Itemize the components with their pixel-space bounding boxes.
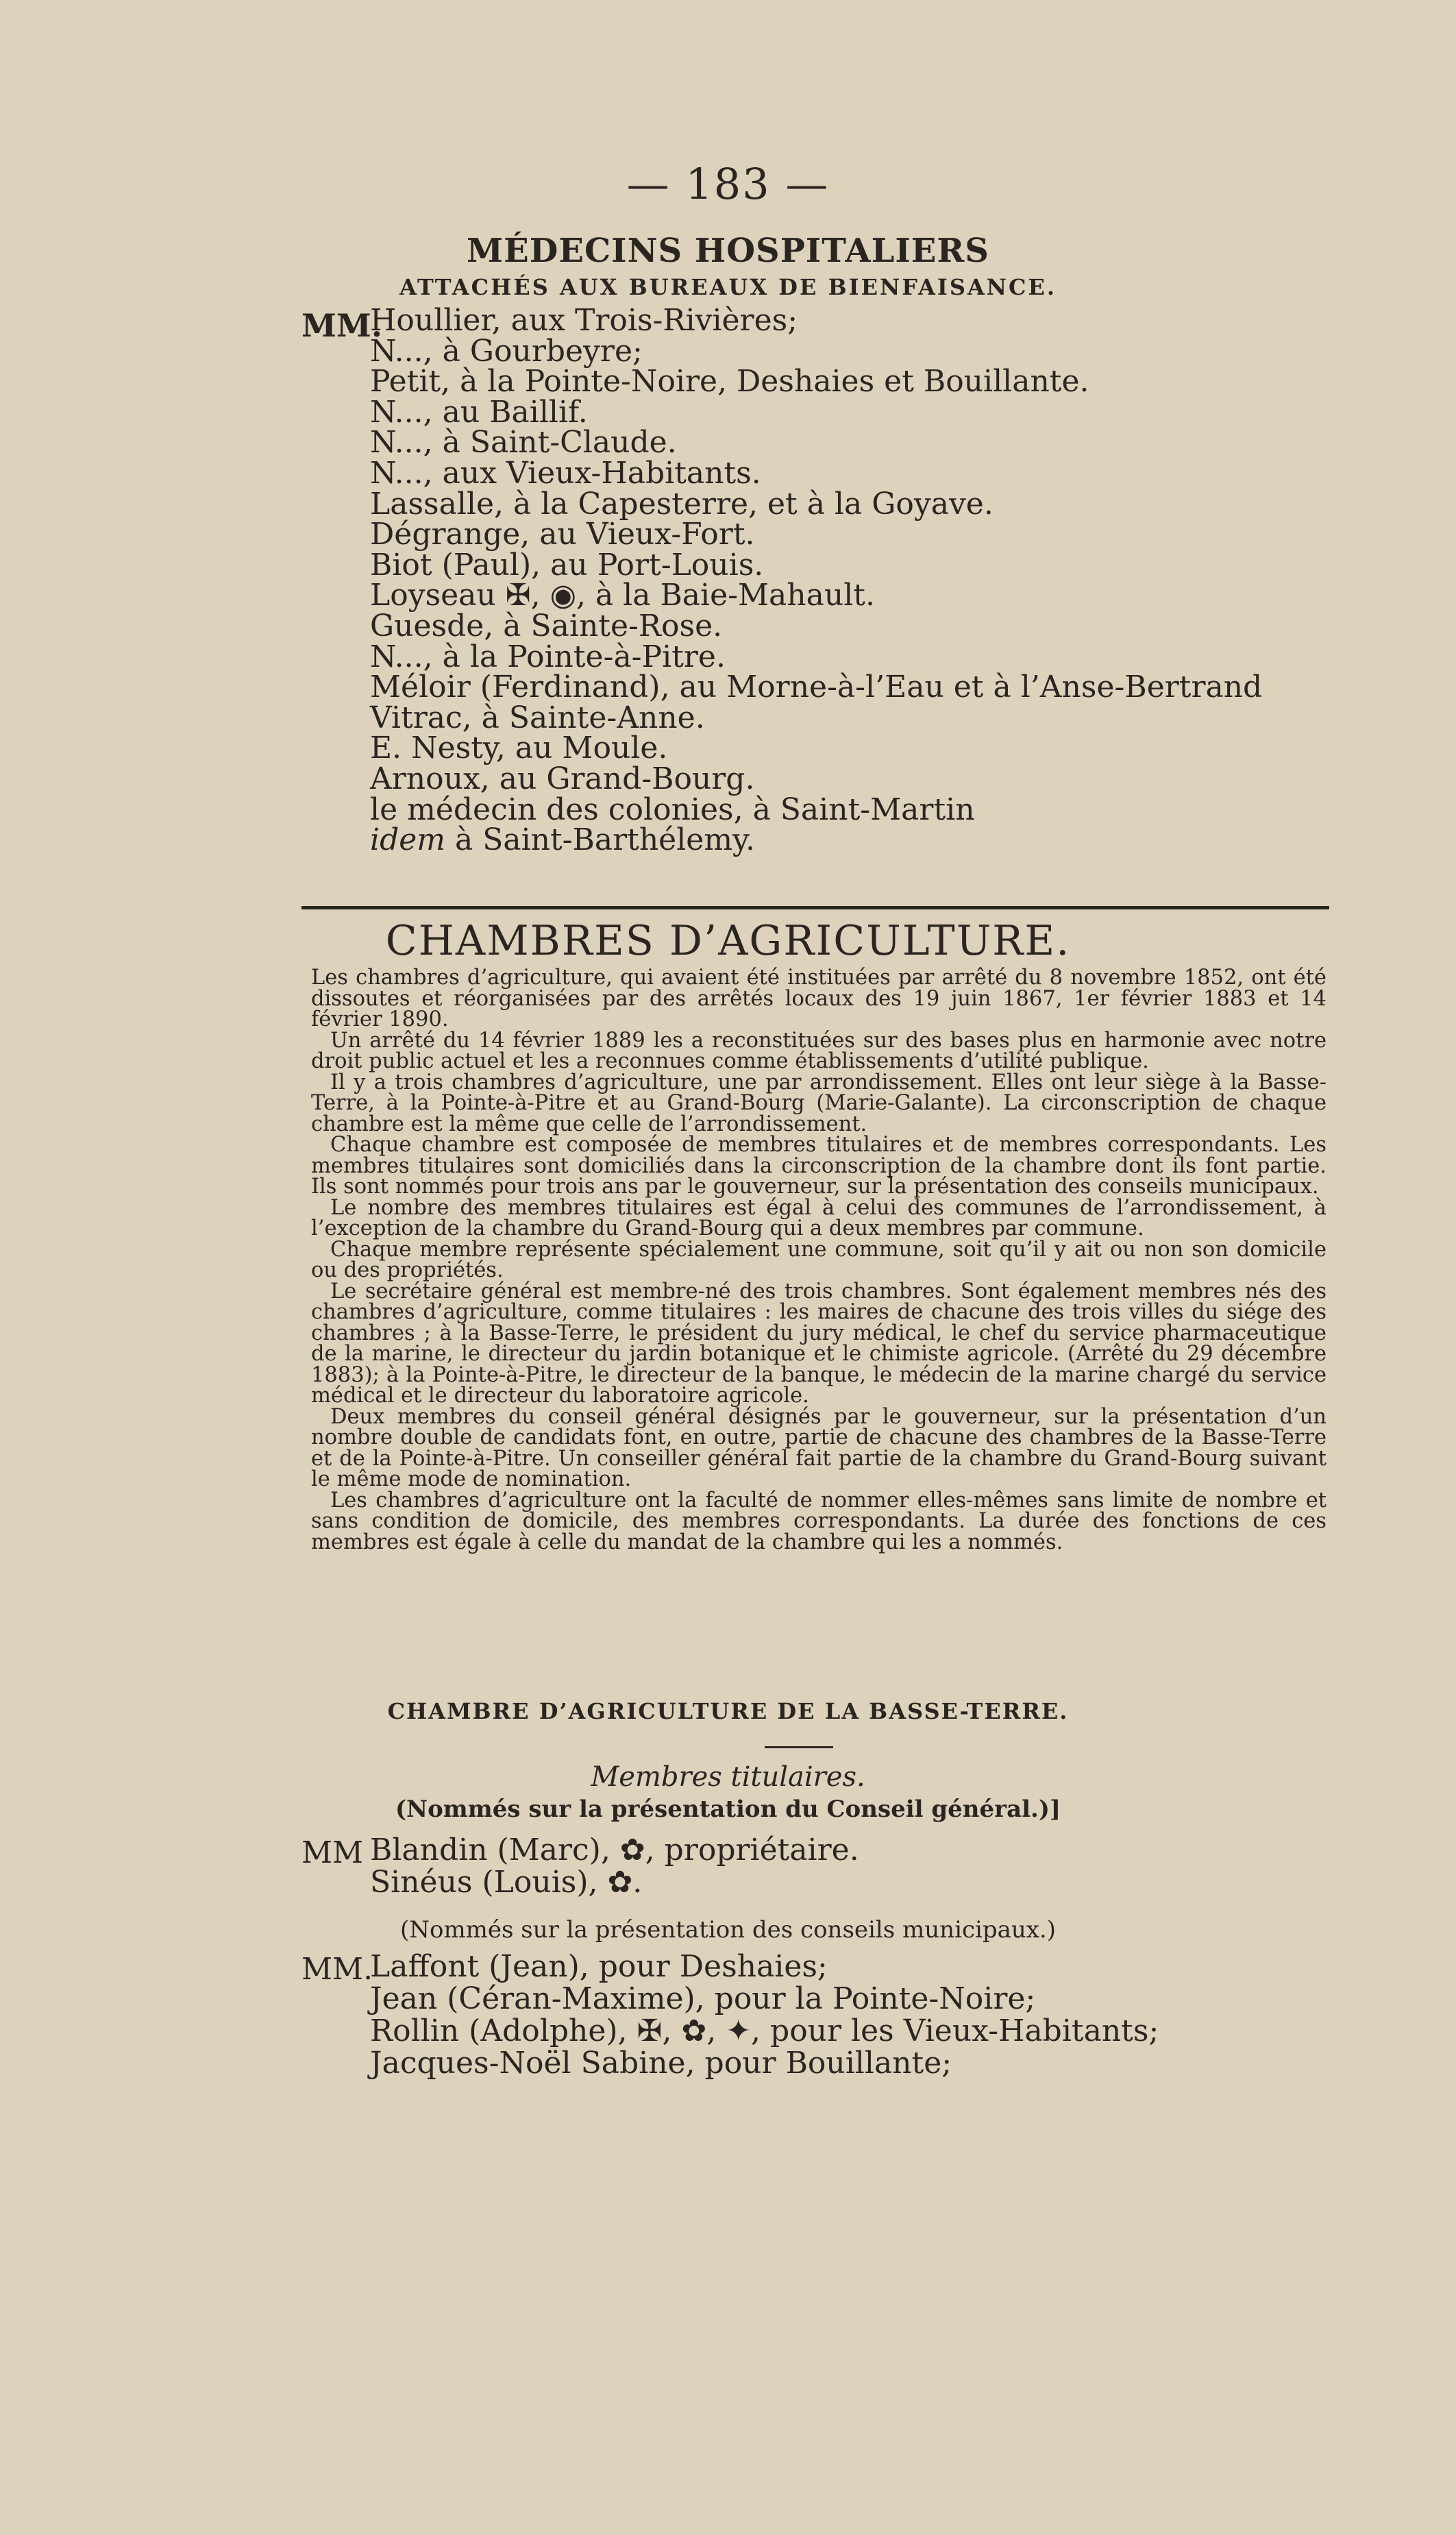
- paragraph: Chaque membre représente spécialement une commune, soit qu’il y ait ou non son domicile ou des propriétés.: [311, 1237, 1327, 1282]
- list-item: Guesde, à Sainte-Rose.: [370, 608, 723, 644]
- list-item: Jacques-Noël Sabine, pour Bouillante;: [370, 2046, 952, 2081]
- list-item: le médecin des colonies, à Saint-Martin: [370, 792, 975, 827]
- paragraph: Chaque chambre est composée de membres titulaires et de membres correspondants. Les membres titulaires sont domiciliés dans la circonscription de la chambre dont ils font partie. Ils sont nommés pour trois ans par le gouverneur, sur la présentation des conseils municipaux.: [311, 1133, 1327, 1199]
- section-subtitle-bureaux: ATTACHÉS AUX BUREAUX DE BIENFAISANCE.: [399, 274, 1057, 300]
- paragraph: Les chambres d’agriculture ont la faculté de nommer elles-mêmes sans limite de nombre et sans condition de domicile, des membres correspondants. La durée des fonctions de ces membres est égale à celle du mandat de la chambre qui les a nommés.: [311, 1488, 1327, 1554]
- list-item: Houllier, aux Trois-Rivières;: [370, 303, 798, 338]
- list-item: [370, 822, 1411, 858]
- chambre-basse-terre-heading: CHAMBRE D’AGRICULTURE DE LA BASSE-TERRE.: [387, 1698, 1069, 1724]
- list-item: Biot (Paul), au Port-Louis.: [370, 547, 764, 583]
- list-item: Méloir (Ferdinand), au Morne-à-l’Eau et à l’Anse-Bertrand: [370, 670, 1263, 705]
- members-list-municipaux: [370, 1949, 1398, 2081]
- section-title-medecins: MÉDECINS HOSPITALIERS: [467, 232, 989, 270]
- section-title-chambres: CHAMBRES D’AGRICULTURE.: [385, 917, 1071, 965]
- nomination-note-conseil: (Nommés sur la présentation du Conseil général.)]: [395, 1796, 1061, 1823]
- list-item: N..., à Gourbeyre;: [370, 333, 643, 369]
- list-item: Petit, à la Pointe-Noire, Deshaies et Bouillante.: [370, 364, 1089, 400]
- idem-rest: à Saint-Barthélemy.: [455, 822, 756, 858]
- mm-prefix: MM.: [301, 307, 382, 344]
- short-divider: [765, 1746, 833, 1748]
- page-number: — 183 —: [626, 159, 830, 209]
- section-divider: [301, 906, 1329, 909]
- chambres-body: [311, 968, 1327, 1553]
- list-item: Sinéus (Louis), ✿.: [370, 1865, 643, 1900]
- list-item: Laffont (Jean), pour Deshaies;: [370, 1949, 828, 1984]
- list-item: N..., à la Pointe-à-Pitre.: [370, 639, 726, 674]
- paragraph: Le nombre des membres titulaires est égal à celui des communes de l’arrondissement, à l’exception de la chambre du Grand-Bourg qui a deux membres par commune.: [311, 1195, 1327, 1240]
- paragraph: Deux membres du conseil général désignés par le gouverneur, sur la présentation d’un nombre double de candidats font, en outre, partie de chacune des chambres de la Basse-Terre et de la Pointe-à-Pitre. Un conseiller général fait partie de la chambre du Grand-Bourg suivant le même mode de nomination.: [311, 1404, 1327, 1491]
- mm-prefix: MM: [301, 1835, 364, 1870]
- membres-titulaires-heading: Membres titulaires.: [591, 1761, 865, 1793]
- medecins-list: [370, 303, 1411, 858]
- mm-prefix: MM.: [301, 1952, 373, 1987]
- list-item: N..., aux Vieux-Habitants.: [370, 455, 761, 491]
- list-item: N..., à Saint-Claude.: [370, 425, 677, 461]
- list-item: Dégrange, au Vieux-Fort.: [370, 517, 755, 552]
- list-item: Arnoux, au Grand-Bourg.: [370, 761, 755, 796]
- list-item: Blandin (Marc), ✿, propriétaire.: [370, 1833, 859, 1867]
- list-item: Loyseau ✠, ◉, à la Baie-Mahault.: [370, 578, 875, 613]
- paragraph: Le secrétaire général est membre-né des trois chambres. Sont également membres nés des chambres d’agriculture, comme titulaires : les maires de chacune des trois villes du siége des chambres ; à la Basse-Terre, le président du jury médical, le chef du service pharmaceutique de la marine, le directeur du jardin botanique et le chimiste agricole. (Arrêté du 29 décembre 1883); à la Pointe-à-Pitre, le directeur de la banque, le médecin de la marine chargé du service médical et le directeur du laboratoire agricole.: [311, 1279, 1327, 1408]
- list-item: E. Nesty, au Moule.: [370, 731, 668, 766]
- idem-label: idem: [370, 822, 445, 858]
- paragraph: Il y a trois chambres d’agriculture, une par arrondissement. Elles ont leur siège à la Basse-Terre, à la Pointe-à-Pitre et au Grand-Bourg (Marie-Galante). La circonscription de chaque chambre est la même que celle de l’arrondissement.: [311, 1070, 1327, 1136]
- list-item: Jean (Céran-Maxime), pour la Pointe-Noire;: [370, 1981, 1036, 2016]
- list-item: N..., au Baillif.: [370, 394, 588, 430]
- paragraph: Les chambres d’agriculture, qui avaient été instituées par arrêté du 8 novembre 1852, ont été dissoutes et réorganisées par des arrêtés locaux des 19 juin 1867, 1er février 1883 et 14 février 1890.: [311, 966, 1327, 1031]
- members-list-conseil: [370, 1835, 1398, 1900]
- paragraph: Un arrêté du 14 février 1889 les a reconstituées sur des bases plus en harmonie avec notre droit public actuel et les a reconnues comme établissements d’utilité publique.: [311, 1028, 1327, 1073]
- list-item: Rollin (Adolphe), ✠, ✿, ✦, pour les Vieux-Habitants;: [370, 2013, 1159, 2048]
- nomination-note-municipaux: (Nommés sur la présentation des conseils municipaux.): [399, 1916, 1057, 1944]
- list-item: Lassalle, à la Capesterre, et à la Goyave.: [370, 486, 994, 522]
- list-item: Vitrac, à Sainte-Anne.: [370, 700, 705, 735]
